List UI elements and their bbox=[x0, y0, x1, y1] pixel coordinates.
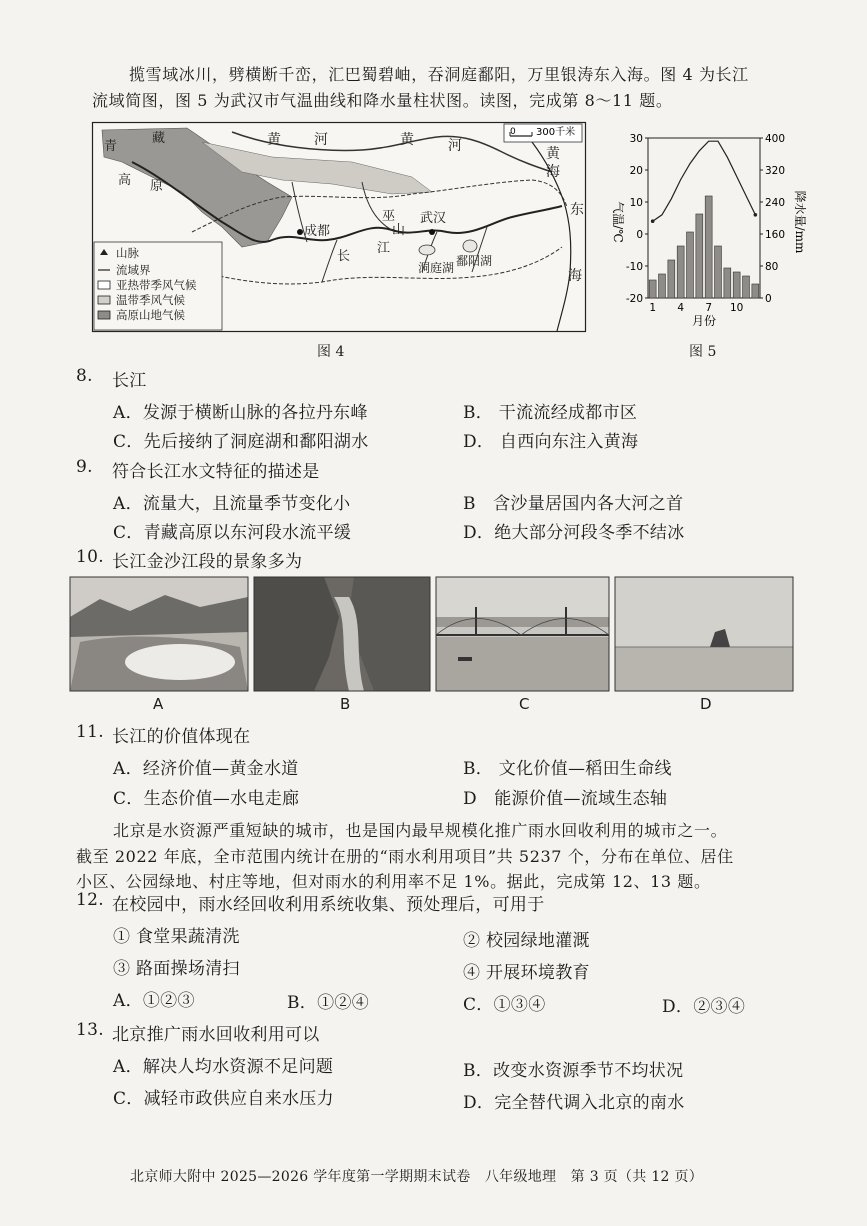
map-scale: 300千米 bbox=[536, 127, 576, 138]
yangtze-basin-map bbox=[92, 122, 586, 332]
left-axis-label: 气温/℃ bbox=[611, 201, 625, 243]
photo-label-a: A bbox=[153, 695, 164, 713]
q13-number: 13. bbox=[76, 1020, 104, 1040]
q8-option-b[interactable]: B． 干流流经成都市区 bbox=[463, 403, 638, 423]
right-tick-label: 160 bbox=[765, 229, 786, 241]
left-tick-label: -20 bbox=[625, 293, 643, 305]
map-label-wu: 巫 bbox=[382, 209, 396, 224]
passage2-line-2: 截至 2022 年底，全市范围内统计在册的“雨水利用项目”共 5237 个，分布在单位、居住 bbox=[76, 847, 734, 866]
intro-line-1: 揽雪域冰川，劈横断千峦，汇巴蜀碧岫，吞洞庭鄱阳，万里银涛东入海。图 4 为长江 bbox=[129, 65, 749, 84]
legend-boundary: 流域界 bbox=[116, 263, 151, 277]
map-label-huang-mid: 黄 bbox=[400, 132, 414, 148]
q9-number: 9. bbox=[76, 457, 93, 477]
q12-option-a[interactable]: A．①②③ bbox=[113, 991, 195, 1011]
precipitation-bar bbox=[668, 260, 675, 298]
right-tick-label: 0 bbox=[765, 293, 772, 305]
map-label-qing: 青 bbox=[104, 139, 118, 154]
q12-item-2: ② 校园绿地灌溉 bbox=[463, 931, 590, 951]
q11-option-d[interactable]: D 能源价值—流域生态轴 bbox=[463, 789, 668, 809]
right-tick-label: 80 bbox=[765, 261, 779, 273]
temperature-point bbox=[754, 213, 758, 217]
map-label-donghai-1: 东 bbox=[570, 202, 584, 218]
map-label-huang-left: 黄 bbox=[267, 132, 281, 148]
precipitation-bar bbox=[649, 280, 656, 298]
q11-option-c[interactable]: C．生态价值—水电走廊 bbox=[113, 789, 300, 809]
left-tick-label: 10 bbox=[629, 197, 643, 209]
q13-stem: 北京推广雨水回收利用可以 bbox=[112, 1025, 320, 1045]
map-label-jiang: 江 bbox=[377, 241, 391, 256]
q10-number: 10. bbox=[76, 547, 104, 567]
q13-option-a[interactable]: A．解决人均水资源不足问题 bbox=[113, 1057, 334, 1077]
map-label-dongting: 洞庭湖 bbox=[418, 261, 455, 275]
swatch-light bbox=[98, 296, 110, 304]
precipitation-bar bbox=[715, 246, 722, 298]
q9-option-a[interactable]: A．流量大，且流量季节变化小 bbox=[113, 494, 351, 514]
intro-line-2: 流域简图，图 5 为武汉市气温曲线和降水量柱状图。读图，完成第 8～11 题。 bbox=[92, 91, 673, 110]
q12-item-3: ③ 路面操场清扫 bbox=[113, 959, 240, 979]
q9-option-b[interactable]: B 含沙量居国内各大河之首 bbox=[463, 494, 684, 514]
fig4-caption: 图 4 bbox=[317, 344, 345, 360]
temperature-point bbox=[651, 219, 655, 223]
right-axis-label: 降水量/mm bbox=[793, 190, 807, 254]
precipitation-bar bbox=[733, 272, 740, 298]
q12-option-d[interactable]: D．②③④ bbox=[662, 997, 746, 1017]
precipitation-bar bbox=[696, 214, 703, 298]
q13-option-b[interactable]: B．改变水资源季节不均状况 bbox=[463, 1061, 684, 1081]
x-axis-label: 月份 bbox=[691, 314, 717, 328]
x-tick-label: 1 bbox=[649, 302, 657, 314]
legend-subtropical: 亚热带季风气候 bbox=[116, 278, 197, 292]
photo-label-c: C bbox=[519, 695, 530, 713]
map-label-he-left: 河 bbox=[314, 132, 328, 148]
map-label-gao: 高 bbox=[118, 173, 132, 188]
svg-text:0: 0 bbox=[510, 127, 516, 137]
q11-option-b[interactable]: B． 文化价值—稻田生命线 bbox=[463, 759, 672, 779]
map-label-poyang: 鄱阳湖 bbox=[456, 254, 493, 268]
map-label-chang: 长 bbox=[337, 249, 351, 264]
q8-stem: 长江 bbox=[112, 371, 147, 391]
precipitation-bar bbox=[752, 284, 759, 298]
right-tick-label: 400 bbox=[765, 133, 786, 145]
left-tick-label: 30 bbox=[629, 133, 643, 145]
q10-stem: 长江金沙江段的景象多为 bbox=[112, 552, 303, 572]
swatch-gray bbox=[98, 311, 110, 319]
wuhan-climate-chart bbox=[600, 122, 805, 342]
legend-plateau: 高原山地气候 bbox=[116, 308, 185, 322]
fig5-caption: 图 5 bbox=[689, 344, 717, 360]
photo-c-bridge-river[interactable] bbox=[436, 577, 609, 691]
page-footer: 北京师大附中 2025—2026 学年度第一学期期末试卷 八年级地理 第 3 页（共 12 页） bbox=[130, 1169, 704, 1185]
q8-number: 8. bbox=[76, 366, 93, 386]
q12-option-c[interactable]: C．①③④ bbox=[463, 995, 546, 1015]
q12-number: 12. bbox=[76, 890, 104, 910]
x-tick-label: 10 bbox=[729, 302, 744, 314]
legend-temperate: 温带季风气候 bbox=[116, 293, 185, 307]
left-tick-label: 20 bbox=[629, 165, 643, 177]
q12-item-4: ④ 开展环境教育 bbox=[463, 963, 590, 983]
swatch-white bbox=[98, 281, 110, 289]
photo-d-estuary[interactable] bbox=[615, 577, 793, 691]
q9-option-c[interactable]: C．青藏高原以东河段水流平缓 bbox=[113, 523, 352, 543]
q8-option-d[interactable]: D． 自西向东注入黄海 bbox=[463, 432, 639, 452]
precipitation-bar bbox=[659, 274, 666, 298]
q13-option-d[interactable]: D．完全替代调入北京的南水 bbox=[463, 1093, 685, 1113]
photo-label-b: B bbox=[340, 695, 351, 713]
photo-a-glacier-plateau[interactable] bbox=[70, 577, 248, 691]
q11-number: 11. bbox=[76, 722, 104, 742]
q8-option-a[interactable]: A．发源于横断山脉的各拉丹东峰 bbox=[113, 403, 368, 423]
map-label-shan: 山 bbox=[392, 223, 406, 238]
photo-label-d: D bbox=[700, 695, 712, 713]
right-tick-label: 240 bbox=[765, 197, 786, 209]
map-label-he-mid: 河 bbox=[448, 138, 462, 154]
q9-option-d[interactable]: D．绝大部分河段冬季不结冰 bbox=[463, 523, 685, 543]
passage2-line-1: 北京是水资源严重短缺的城市，也是国内最早规模化推广雨水回收利用的城市之一。 bbox=[113, 821, 728, 840]
precipitation-bar bbox=[677, 246, 684, 298]
q9-stem: 符合长江水文特征的描述是 bbox=[112, 462, 320, 482]
precipitation-bar bbox=[687, 232, 694, 298]
photo-b-gorge[interactable] bbox=[254, 577, 430, 691]
map-label-zang: 藏 bbox=[152, 131, 166, 146]
passage2-line-3: 小区、公园绿地、村庄等地，但对雨水的利用率不足 1%。据此，完成第 12、13 题。 bbox=[76, 872, 711, 891]
q13-option-c[interactable]: C．减轻市政供应自来水压力 bbox=[113, 1089, 334, 1109]
q12-option-b[interactable]: B．①②④ bbox=[287, 993, 369, 1013]
map-label-huanghai-1: 黄 bbox=[546, 146, 560, 162]
map-label-yuan: 原 bbox=[150, 179, 164, 194]
precipitation-bar bbox=[743, 276, 750, 298]
legend-mountain: 山脉 bbox=[116, 246, 139, 260]
q12-stem: 在校园中，雨水经回收利用系统收集、预处理后，可用于 bbox=[112, 895, 545, 915]
map-label-huanghai-2: 海 bbox=[546, 164, 560, 180]
x-tick-label: 4 bbox=[677, 302, 685, 314]
q11-option-a[interactable]: A．经济价值—黄金水道 bbox=[113, 759, 299, 779]
q8-option-c[interactable]: C．先后接纳了洞庭湖和鄱阳湖水 bbox=[113, 432, 369, 452]
precipitation-bar bbox=[705, 196, 712, 298]
left-tick-label: 0 bbox=[636, 229, 643, 241]
map-label-chengdu: 成都 bbox=[304, 224, 331, 239]
map-label-wuhan: 武汉 bbox=[420, 211, 447, 226]
temperature-line bbox=[653, 141, 756, 221]
left-tick-label: -10 bbox=[625, 261, 643, 273]
q12-item-1: ① 食堂果蔬清洗 bbox=[113, 927, 240, 947]
map-label-donghai-2: 海 bbox=[568, 268, 582, 284]
right-tick-label: 320 bbox=[765, 165, 786, 177]
q11-stem: 长江的价值体现在 bbox=[112, 727, 251, 747]
precipitation-bar bbox=[724, 268, 731, 298]
x-tick-label: 7 bbox=[705, 302, 713, 314]
